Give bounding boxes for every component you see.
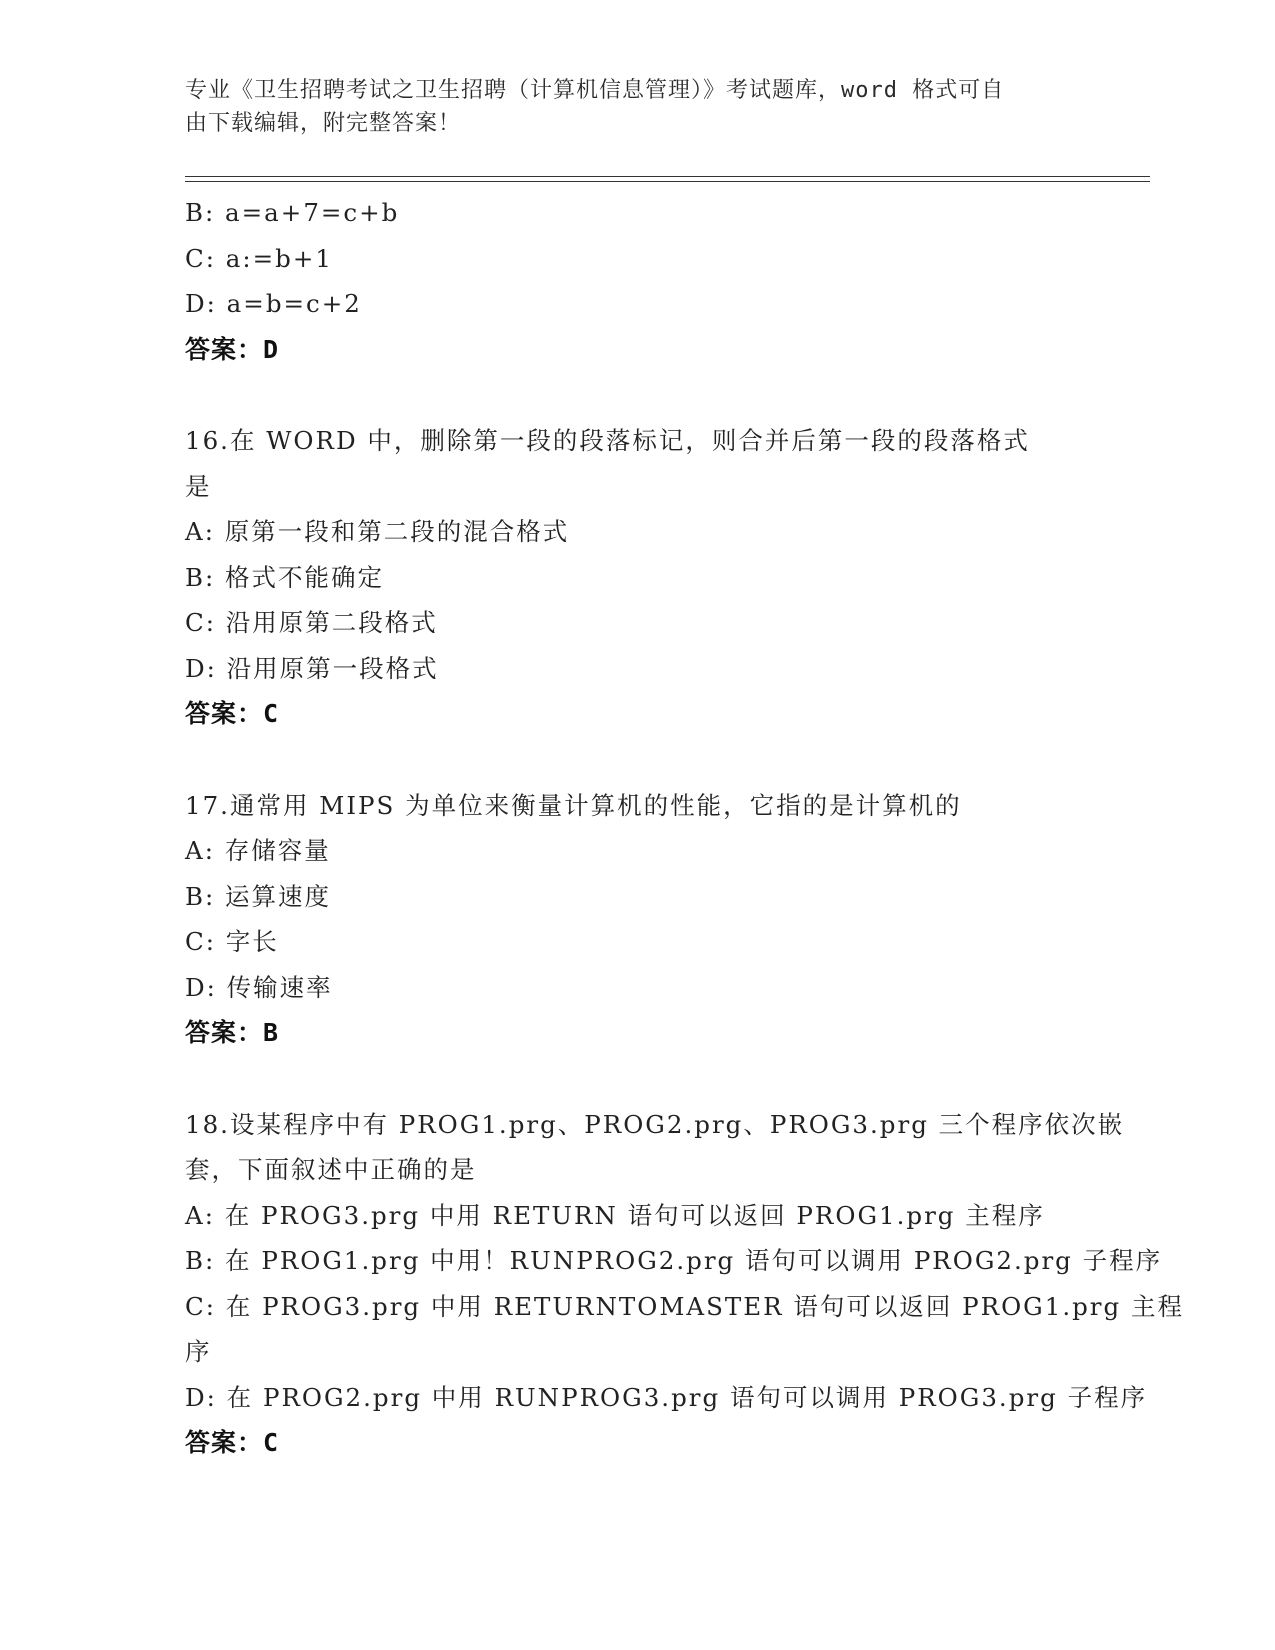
option-text: B: 在 PROG1.prg 中用！RUNPROG2.prg 语句可以调用 PROG2.prg 子程序 <box>185 1246 1163 1275</box>
option-text: 序 <box>185 1337 212 1366</box>
header-rule-top <box>185 176 1150 177</box>
answer-text: 答案：B <box>185 1018 280 1047</box>
option-text: B: 格式不能确定 <box>185 562 385 592</box>
question-stem: 是 <box>185 471 212 501</box>
option-text: B: a=a+7=c+b <box>185 198 400 227</box>
question-stem: 18.设某程序中有 PROG1.prg、PROG2.prg、PROG3.prg 三个程序依次嵌 <box>185 1109 1125 1139</box>
question-stem: 16.在 WORD 中，删除第一段的段落标记，则合并后第一段的段落格式 <box>185 426 1030 455</box>
spacer <box>185 372 1085 418</box>
answer-text: 答案：C <box>185 699 280 728</box>
spacer <box>185 1056 1085 1102</box>
option-text: A: 在 PROG3.prg 中用 RETURN 语句可以返回 PROG1.prg 主程序 <box>185 1200 1045 1230</box>
question-partial <box>185 190 1085 372</box>
option-text: D: a=b=c+2 <box>185 289 362 318</box>
document-header <box>185 74 1065 140</box>
question-stem: 17.通常用 MIPS 为单位来衡量计算机的性能，它指的是计算机的 <box>185 790 962 820</box>
question-stem: 套，下面叙述中正确的是 <box>185 1155 477 1184</box>
answer-text: 答案：C <box>185 1428 280 1457</box>
option-text: D: 在 PROG2.prg 中用 RUNPROG3.prg 语句可以调用 PROG3.prg 子程序 <box>185 1382 1148 1412</box>
document-body <box>185 190 1184 1466</box>
answer-text: 答案：D <box>185 334 280 364</box>
option-text: A: 存储容量 <box>185 836 331 865</box>
spacer <box>185 737 1085 783</box>
header-line: 专业《卫生招聘考试之卫生招聘（计算机信息管理）》考试题库，word 格式可自 <box>185 78 1005 103</box>
header-line: 由下载编辑，附完整答案！ <box>185 111 462 136</box>
option-text: C: 字长 <box>185 927 279 956</box>
option-text: D: 沿用原第一段格式 <box>185 653 439 683</box>
option-text: B: 运算速度 <box>185 881 332 911</box>
question-18 <box>185 1102 1184 1466</box>
option-text: D: 传输速率 <box>185 972 333 1002</box>
option-text: A: 原第一段和第二段的混合格式 <box>185 517 570 546</box>
option-text: C: 在 PROG3.prg 中用 RETURNTOMASTER 语句可以返回 PROG1.prg 主程 <box>185 1291 1184 1321</box>
question-16 <box>185 418 1085 737</box>
option-text: C: a:=b+1 <box>185 243 333 273</box>
header-rule-bottom <box>185 181 1150 182</box>
option-text: C: 沿用原第二段格式 <box>185 608 438 637</box>
question-17 <box>185 783 1085 1056</box>
